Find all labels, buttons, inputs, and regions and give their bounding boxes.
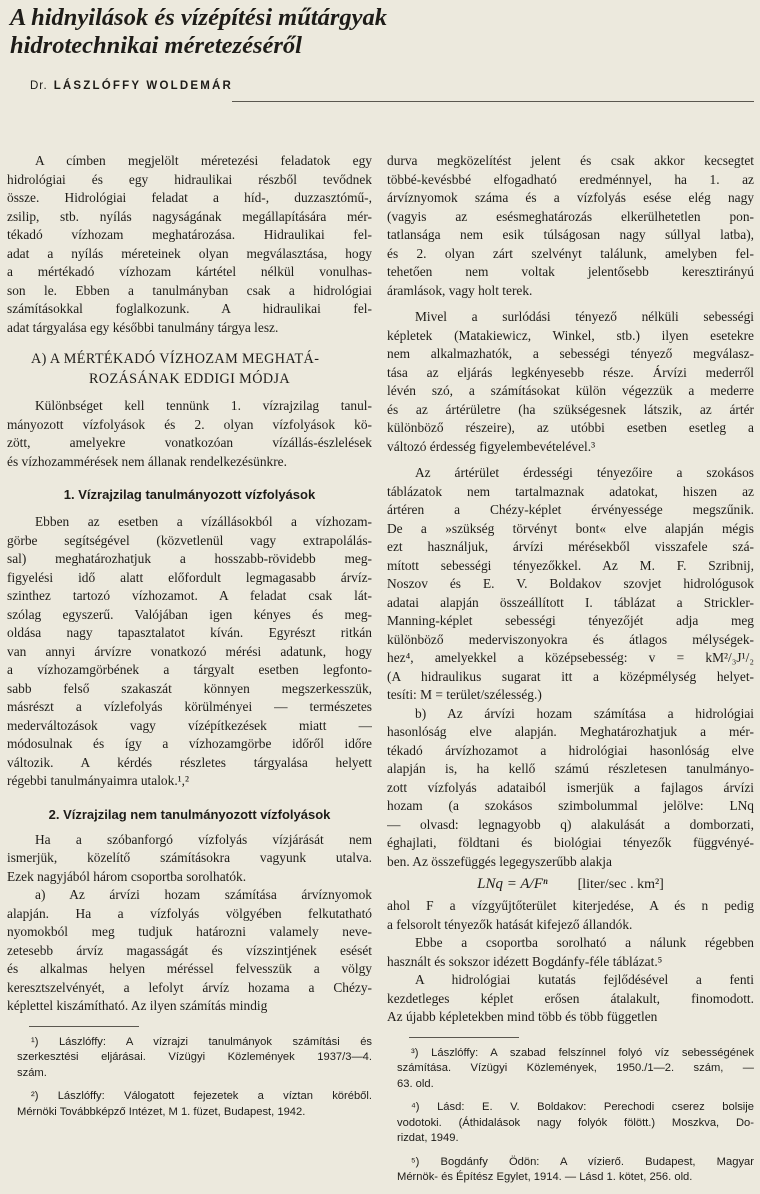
text-line: alapján. Ha a vízfolyás völgyében felkutatható: [7, 905, 372, 921]
author-byline: [30, 80, 233, 92]
text-line: tékadó vízhozam meghatározása. Hidraulikai fel-: [7, 227, 372, 242]
text-line: mított sebességi tényezőkkel. Az M. F. Szribnij,: [387, 557, 754, 573]
footnote-text: Lászlóffy: A szabad felszínnel folyó víz sebességének: [431, 1046, 754, 1059]
section-1-heading: 1. Vízrajzilag tanulmányozott vízfolyások: [63, 487, 316, 502]
text-line: nyomokból meg tudjuk határozni valamely neve-: [7, 924, 372, 939]
text-line: tatlansága nem esik túlságosan nagy súllyal latba),: [387, 227, 754, 242]
text-line: szólag egyszerű. Valójában igen kényes és meg-: [7, 606, 372, 622]
text-line: zött, amelyekre vonatkozóan vízállás-észlelések: [7, 435, 372, 450]
footnote-text: 63. old.: [397, 1077, 434, 1090]
text-line: módosulnak és így a vízhozamgörbe időről időre: [7, 736, 372, 751]
text-line: (A hidraulikus sugarat itt a középmélység helyet-: [387, 668, 754, 684]
text-line: b) Az árvízi hozam számítása a hidrológiai: [415, 705, 754, 721]
footnote-text: Lászlóffy: Válogatott fejezetek a víztan köréből.: [57, 1090, 372, 1102]
text-line: hozam (a szokásos szimbolummal jelölve: LNq: [387, 798, 754, 813]
text-line: Ebben az esetben a vízállásokból a vízhozam-: [35, 514, 372, 529]
text-line: — olvasd: legnagyobb q) alakulását a domborzati,: [387, 816, 754, 832]
footnote-number: ⁴): [411, 1101, 438, 1113]
left-footnotes: [7, 1035, 372, 1121]
footnote-number: ¹): [31, 1035, 59, 1048]
text-line: össze. Hidrológiai feladat a híd-, duzzasztómű-,: [7, 190, 372, 205]
text-line: Ezek nagyjából három csoportba sorolhatók.: [7, 868, 247, 884]
header-rule: [232, 101, 754, 102]
text-line: különböző részeire), az utóbbi esetben esetleg a: [387, 420, 754, 435]
text-line: tesíti: M = terület/szélesség.): [387, 687, 542, 702]
text-line: számításokkal foglalkozunk. A hidraulikai fel-: [7, 301, 372, 316]
text-line: sabb felső szakaszát könnyen megszerkesszük,: [7, 680, 372, 696]
text-line: tehetően nem voltak jelentősebb keresztirányú: [387, 264, 754, 279]
text-line: Különbséget kell tennünk 1. vízrajzilag tanul-: [35, 398, 372, 413]
text-line: és alkalmas helyen méréssel felvesszük a völgy: [7, 961, 372, 976]
bogdanfy-paragraph: [387, 934, 754, 971]
text-line: és az ártérületre (ha szükségesnek látszik, az ártér: [387, 401, 754, 417]
text-line: a vízhozamgörbének a tárgyalt esetben legfonto-: [7, 662, 372, 677]
formula-expression: LNq = A/Fⁿ: [477, 876, 548, 892]
text-line: változó érdesség figyelembevételével.³: [387, 438, 596, 454]
text-line: ahol F a vízgyűjtőterület kiterjedése, A és n pedig: [387, 898, 754, 913]
left-column: [7, 152, 372, 1128]
text-line: változik. A kérdés részletes tárgyalása helyett: [7, 754, 372, 770]
footnote: [387, 1155, 754, 1186]
friction-paragraph: [387, 308, 754, 456]
text-line: különböző mederviszonyokra és átlagos mélységek-: [387, 631, 754, 647]
formula-explanation: [387, 897, 754, 934]
research-paragraph: [387, 971, 754, 1027]
text-line: Ha a szóbanforgó vízfolyás vízjárását nem: [35, 831, 372, 847]
method-a-paragraph: [7, 886, 372, 1016]
footnote-text: Lásd: E. V. Boldakov: Perechodi cserez bolsije: [437, 1101, 754, 1113]
footnote: [387, 1046, 754, 1093]
footnote-rule: [409, 1037, 519, 1038]
text-line: son le. Ebben a tanulmányban csak a hidrológiai: [7, 282, 372, 298]
text-line: sal) meghatározhatjuk a hosszabb-rövidebb meg-: [7, 551, 372, 566]
section-a-heading-1: A) A MÉRTÉKADÓ VÍZHOZAM MEGHATÁ-: [31, 351, 320, 367]
section-1-paragraph: [7, 513, 372, 791]
text-line: tékadó árvízhozamot a hidrológiai hasonlóság elve: [387, 742, 754, 758]
text-line: árvíznyomok száma és a vízfolyás esése elég nagy: [387, 190, 754, 205]
text-line: ben. Az összefüggés legegyszerűbb alakja: [387, 853, 612, 869]
section-a-heading-2: ROZÁSÁNAK EDDIGI MÓDJA: [88, 371, 291, 387]
footnote-text: Lászlóffy: A vízrajzi tanulmányok számítási és: [58, 1035, 372, 1048]
text-line: adat tárgyalása egy későbbi tanulmány tárgya lesz.: [7, 319, 279, 335]
text-line: hasonlóság elve alapján. Meghatározhatjuk a mér-: [387, 724, 754, 739]
text-line: (vagyis az esésmeghatározás elkerülhetetlen pon-: [387, 208, 754, 224]
text-line: görbe segítségével (közvetlenül vagy extrapolálás-: [7, 532, 372, 548]
text-line: mederváltozások vagy vízépítkezések miatt —: [7, 717, 372, 733]
footnote-text: vodotoki. (Áthidalások nagy folyók fölött.) Moszkva, Do-: [397, 1116, 754, 1129]
text-line: többé-kevésbbé elfogadható eredménnyel, ha 1. az: [387, 171, 754, 187]
section-2-heading: 2. Vízrajzilag nem tanulmányozott vízfolyások: [48, 806, 331, 822]
text-line: használt és sokszor idézett Bogdánfy-féle táblázat.⁵: [387, 953, 663, 969]
text-line: keresztszelvényét, a lefolyt árvíz hozama a Chézy-: [7, 979, 372, 995]
text-line: nem alkalmazhatók, a sebességi tényező megválasz-: [387, 346, 754, 361]
formula: [387, 871, 754, 897]
text-line: Az ártérület érdességi tényezőire a szokásos: [415, 465, 754, 480]
footnote-text: szerkesztési eljárásai. Vízügyi Közlemények 1937/3—4.: [17, 1051, 372, 1063]
footnote: [7, 1035, 372, 1082]
text-line: régebbi tanulmányaimra utalok.¹,²: [7, 773, 190, 788]
text-line: kezdetleges képlet erősen átalakult, finomodott.: [387, 990, 754, 1006]
author-prefix: Dr.: [30, 80, 48, 92]
text-line: ismerjük, közelítő számításokra vagyunk utalva.: [7, 850, 372, 865]
text-line: mányozott vízfolyások és 2. olyan vízfolyások kö-: [7, 416, 372, 432]
footnote-text: számítása. Vízügyi Közlemények, 1950./1—2. szám, —: [397, 1062, 754, 1074]
text-line: tása az eljárás legkényesebb része. Árvízi mederről: [387, 364, 754, 380]
title-line-1: A hidnyilások és vízépítési műtárgyak: [10, 4, 388, 31]
text-line: oldása nagy tapasztalatot kíván. Egyrészt ritkán: [7, 625, 372, 640]
text-line: Az újabb képletekben mind több és több független: [387, 1009, 658, 1024]
text-line: hidrológiai és egy hidraulikai részből tevődnek: [7, 171, 372, 187]
section-2-paragraph: [7, 831, 372, 887]
method-b-paragraph: [387, 705, 754, 872]
footnote-rule: [29, 1026, 139, 1027]
text-line: a) Az árvízi hozam számítása árvíznyomok: [35, 887, 372, 902]
footnote-text: szám.: [17, 1066, 47, 1079]
text-line: Mivel a surlódási tényező nélküli sebességi: [415, 309, 754, 324]
text-line: zetesebb árvíz magasságát és vízszintjének esését: [7, 942, 372, 958]
text-line: éghajlati, földtani és biológiai tényezők függvényé-: [387, 835, 754, 850]
text-line: zott vízfolyás adataiból ismerjük a fajlagos árvízi: [387, 779, 754, 795]
text-line: Manning-képlet sebességi tényezőjét adja meg: [387, 613, 754, 628]
author-name: LÁSZLÓFFY WOLDEMÁR: [53, 80, 233, 92]
text-line: lévén szó, a számításokat külön végezzük a mederre: [387, 383, 754, 398]
text-line: Noszov és E. V. Boldakov szovjet hidrológusok: [387, 576, 754, 591]
floodplain-paragraph: [387, 464, 754, 705]
footnote-text: Bogdánfy Ödön: A vízierő. Budapest, Magyar: [440, 1155, 754, 1168]
text-line: képletek (Matakiewicz, Winkel, stb.) ilyen esetekre: [387, 327, 754, 343]
text-line: van annyi árvízre vonatkozó mérési adatunk, hogy: [7, 643, 372, 659]
text-line: alapján is, ha kellő számú részletesen tanulmányo-: [387, 761, 754, 776]
text-line: ártéren a Chézy-képlet érvényessége megszűnik.: [387, 502, 754, 517]
text-line: táblázatok nem tartalmaznak adatokat, hiszen az: [387, 483, 754, 499]
text-line: Ebbe a csoportba sorolható a nálunk régebben: [415, 935, 754, 950]
text-line: és 2. olyan zárt szelvényt találunk, amelyben fel-: [387, 245, 754, 261]
text-line: áramlások, vagy holt terek.: [387, 282, 533, 298]
text-line: zsilip, stb. nyílás nagyságának megállapítására mér-: [7, 208, 372, 224]
continuation-paragraph: [387, 152, 754, 300]
text-line: adatai alapján összeállított I. táblázat a Strickler-: [387, 594, 754, 610]
right-footnotes: [387, 1046, 754, 1186]
footnote-text: Mérnök- és Építész Egylet, 1914. — Lásd 1. kötet, 256. old.: [397, 1171, 693, 1183]
text-line: durva megközelítést jelent és csak akkor kecsegtet: [387, 153, 754, 168]
article-title: [10, 4, 750, 60]
text-line: a felsorolt tényezők hatását kifejező állandók.: [387, 916, 633, 932]
footnote-text: Mérnöki Továbbképző Intézet, M 1. füzet, Budapest, 1942.: [17, 1105, 306, 1118]
distinction-paragraph: [7, 397, 372, 471]
text-line: szinthez tartozó vízhozamot. A feladat csak lát-: [7, 588, 372, 603]
footnote: [387, 1100, 754, 1147]
right-column: [387, 152, 754, 1194]
text-line: képlettel kiszámítható. Az ilyen számítás mindig: [7, 998, 268, 1013]
footnote-text: rizdat, 1949.: [397, 1132, 459, 1144]
footnote-number: ³): [411, 1046, 432, 1059]
text-line: ezt használjuk, árvízi mérésekből visszafele szá-: [387, 539, 754, 554]
text-line: másrészt a vízlefolyás körülményei — természetes: [7, 699, 372, 714]
text-line: A hidrológiai kutatás fejlődésével a fenti: [415, 972, 754, 987]
text-line: és vízhozammérések nem állanak rendelkezésünkre.: [7, 453, 287, 469]
text-line: hez⁴, amelyekkel a középsebesség: v = kM²/₃J¹/₂: [387, 650, 754, 665]
footnote-number: ⁵): [411, 1155, 441, 1168]
text-line: A címben megjelölt méretezési feladatok egy: [35, 153, 372, 168]
footnote: [7, 1089, 372, 1120]
title-line-2: hidrotechnikai méretezéséről: [10, 32, 302, 59]
intro-paragraph: [7, 152, 372, 337]
text-line: a mértékadó vízhozam kártétel nélkül vonulhas-: [7, 264, 372, 279]
formula-unit: [liter/sec . km²]: [577, 877, 664, 892]
text-line: De a »szükség törvényt bont« elve alapján mégis: [387, 520, 754, 536]
text-line: figyelési idő alatt előfordult legmagasabb árvíz-: [7, 569, 372, 585]
text-line: adat a nyílás méreteinek olyan megválasztása, hogy: [7, 245, 372, 261]
footnote-number: ²): [31, 1090, 58, 1102]
